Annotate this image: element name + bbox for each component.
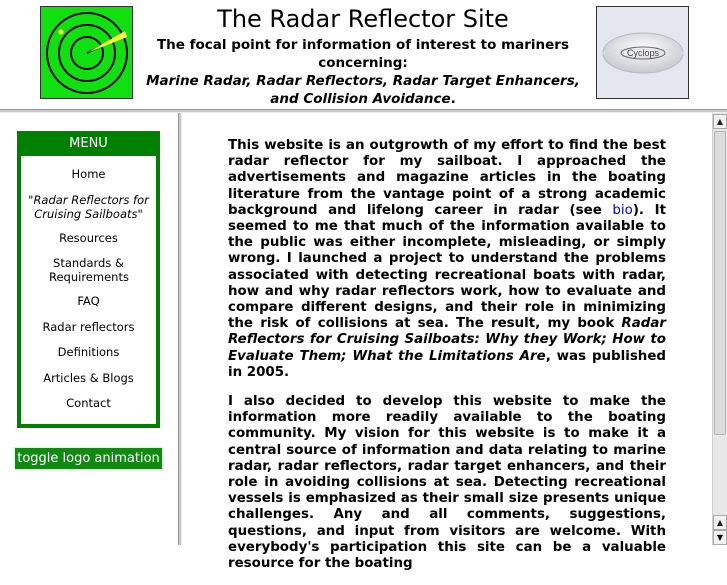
tagline-line: The focal point for information of interest to mariners concerning: (156, 37, 570, 71)
menu-item-definitions[interactable]: Definitions (57, 345, 120, 359)
radar-logo[interactable] (40, 6, 133, 99)
content-text (228, 138, 666, 585)
tagline-topics: Marine Radar, Radar Reflectors, Radar Target Enhancers, and Collision Avoidance (146, 73, 580, 107)
main-content (182, 113, 712, 572)
tagline-end: . (450, 91, 456, 107)
menu-list (21, 156, 156, 424)
book-title: Radar Reflectors for Cruising Sailboats: Why they Work; How to Evaluate Them; What the Limitations Are (228, 316, 666, 364)
bio-link[interactable]: bio (612, 202, 633, 218)
menu (17, 131, 160, 428)
scroll-up-icon[interactable]: ▲ (713, 114, 727, 129)
menu-item-book[interactable] (21, 194, 156, 221)
scroll-down-icon[interactable]: ▲ (713, 515, 727, 530)
scroll-thumb[interactable] (714, 131, 726, 435)
site-header (0, 0, 727, 109)
menu-item-faq[interactable]: FAQ (77, 294, 100, 308)
menu-title: MENU (69, 136, 108, 151)
menu-item-resources[interactable]: Resources (59, 231, 118, 245)
menu-item-standards[interactable]: Standards & Requirements (49, 256, 129, 284)
radar-scope-icon (41, 7, 132, 98)
menu-item-articles[interactable]: Articles & Blogs (43, 371, 134, 385)
sidebar (0, 113, 178, 545)
vision-paragraph: I also decided to develop this website to make the information more readily available to the boating community. My vision for this website is to make it a central source of information and data relating to marine radar, radar reflectors, radar target enhancers, and their role in avoiding collisions at sea. Detecting recreational vessels is emphasized as their small size presents unique challenges. Any and all comments, suggestions, questions, and input from visitors are welcome. With everybody's participation this site can be a valuable resource for the boating (228, 394, 666, 572)
menu-item-contact[interactable]: Contact (66, 396, 111, 410)
intro-paragraph (228, 138, 666, 381)
menu-item-book-label[interactable]: "Radar Reflectors for Cruising Sailboats" (28, 193, 149, 221)
cyclops-reflector-icon (597, 7, 688, 98)
page-title: The Radar Reflector Site (217, 5, 509, 33)
cyclops-logo[interactable] (596, 6, 689, 99)
cyclops-text: Cyclops (626, 48, 660, 58)
tagline (140, 36, 586, 108)
toggle-logo-animation-button[interactable]: toggle logo animation (14, 447, 163, 470)
intro-text-c: , was published in 2005. (228, 348, 666, 380)
scroll-down-arrow-icon[interactable]: ▼ (713, 530, 727, 545)
vertical-scrollbar[interactable] (712, 113, 727, 545)
menu-item-home[interactable]: Home (71, 167, 106, 181)
intro-text-a: This website is an outgrowth of my effort to find the best radar reflector for my sailboat. I approached the advertisements and magazine articles in the boating literature from the vantage point of a strong academic background and lifelong career in radar (see (228, 138, 666, 218)
intro-text-b: ). It seemed to me that much of the information available to the public was either incomplete, misleading, or simply wrong. I launched a project to understand the problems associated with detecting recreational boats with radar, how and why radar reflectors work, how to evaluate and compare different designs, and their role in minimizing the risk of collisions at sea. The result, my book (228, 202, 666, 332)
menu-item-radar-reflectors[interactable]: Radar reflectors (42, 320, 135, 334)
